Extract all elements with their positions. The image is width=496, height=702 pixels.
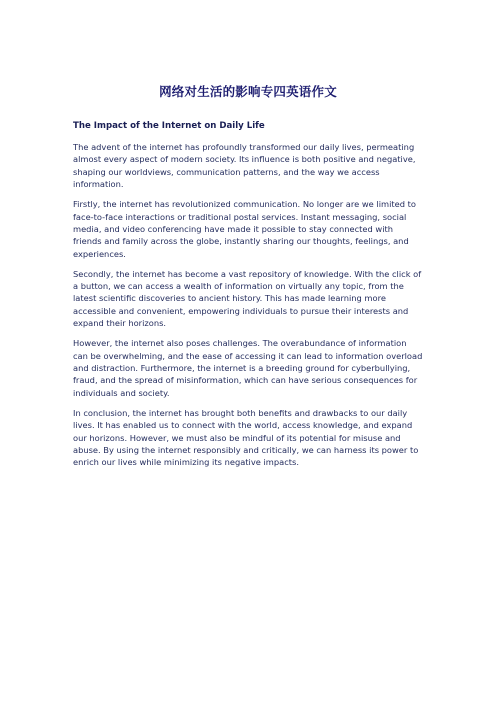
paragraph-intro: The advent of the internet has profoundly transformed our daily lives, permeating almost every aspect of modern society. Its influence is both positive and negative, shaping our worldviews, communication patterns, and the way we access information.	[73, 142, 416, 190]
paragraph-knowledge: Secondly, the internet has become a vast repository of knowledge. With the click of a button, we can access a wealth of information on virtually any topic, from the latest scientific discoveries to ancient history. This has made learning more accessible and convenient, empowering individuals to pursue their interests and expand their horizons.	[73, 268, 422, 329]
paragraph-conclusion: In conclusion, the internet has brought both benefits and drawbacks to our daily lives. It has enabled us to connect with the world, access knowledge, and expand our horizons. However, we must also be mindful of its potential for misuse and abuse. By using the internet responsibly and critically, we can harness its power to enrich our lives while minimizing its negative impacts.	[73, 407, 419, 468]
paragraph-challenges: However, the internet also poses challenges. The overabundance of information can be overwhelming, and the ease of accessing it can lead to information overload and distraction. Furthermore, the internet is a breeding ground for cyberbullying, fraud, and the spread of misinformation, which can have serious consequences for individuals and society.	[73, 338, 423, 398]
essay-title: The Impact of the Internet on Daily Life	[73, 121, 265, 131]
document-title: 网络对生活的影响专四英语作文	[159, 84, 337, 99]
paragraph-communication: Firstly, the internet has revolutionized communication. No longer are we limited to face-to-face interactions or traditional postal services. Instant messaging, social media, and video conferencing have made it possible to stay connected with friends and family across the globe, instantly sharing our thoughts, feelings, and experiences.	[73, 199, 416, 259]
essay-body	[73, 120, 423, 476]
